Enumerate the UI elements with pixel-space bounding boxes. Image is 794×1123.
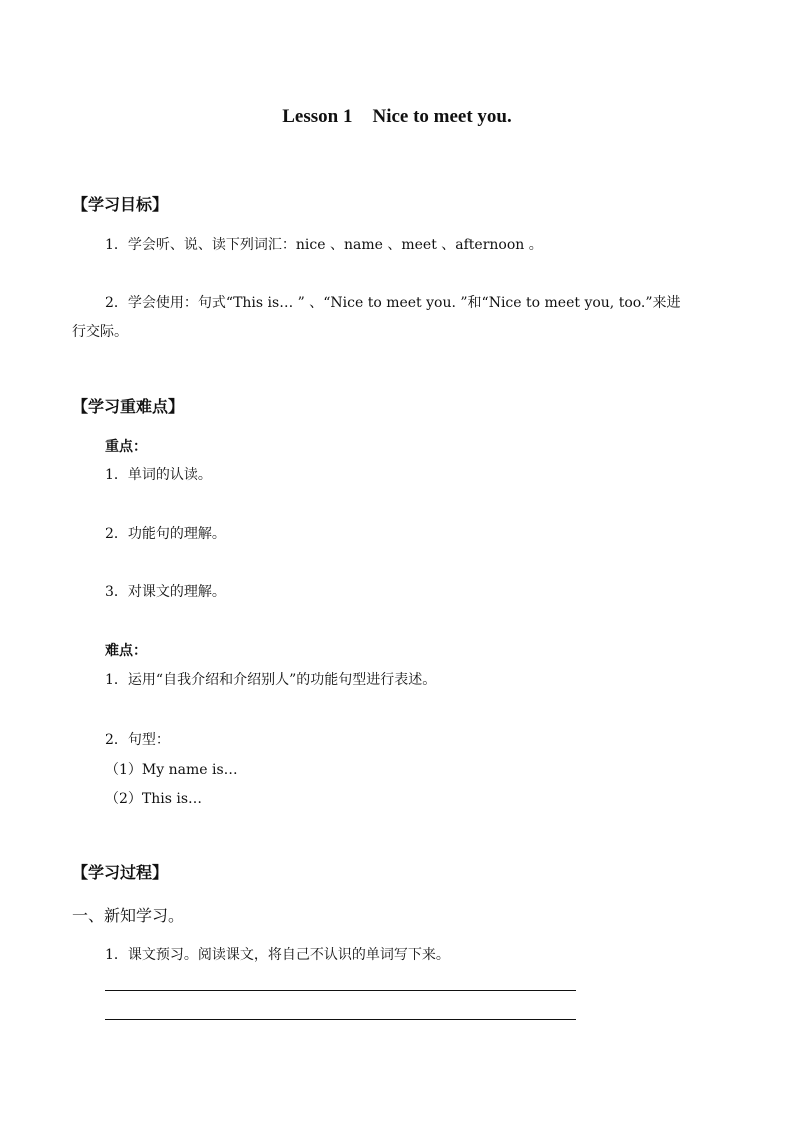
- task-1: 1．课文预习。阅读课文，将自己不认识的单词写下来。: [105, 947, 450, 963]
- objective-item-2: 2．学会使用：句式“This is… ” 、“Nice to meet you. ”和“Nice to meet you, too.”来进: [105, 295, 681, 311]
- difficulty-item-1: 1．运用“自我介绍和介绍别人”的功能句型进行表述。: [105, 672, 437, 688]
- sentence-pattern-2: （2）This is…: [105, 791, 203, 807]
- sentence-pattern-1: （1）My name is…: [105, 762, 238, 778]
- page-title: [0, 106, 794, 128]
- lesson-title: Nice to meet you.: [372, 106, 512, 127]
- focus-item-3: 3．对课文的理解。: [105, 584, 226, 600]
- difficulty-item-2: 2．句型：: [105, 732, 170, 748]
- part-1-heading: 一、新知学习。: [72, 906, 185, 925]
- objectives-heading: 【学习目标】: [72, 195, 169, 214]
- focus-label: 重点：: [105, 439, 147, 455]
- process-heading: 【学习过程】: [72, 863, 169, 882]
- objective-item-1: 1．学会听、说、读下列词汇：nice 、name 、meet 、afternoon 。: [105, 237, 543, 253]
- difficulty-label: 难点：: [105, 643, 147, 659]
- key-points-heading: 【学习重难点】: [72, 397, 185, 416]
- objective-item-2-continued: 行交际。: [72, 324, 128, 340]
- answer-line-2[interactable]: [105, 1019, 576, 1020]
- answer-line-1[interactable]: [105, 990, 576, 991]
- lesson-number: Lesson 1: [282, 106, 353, 127]
- focus-item-2: 2．功能句的理解。: [105, 526, 226, 542]
- focus-item-1: 1．单词的认读。: [105, 467, 212, 483]
